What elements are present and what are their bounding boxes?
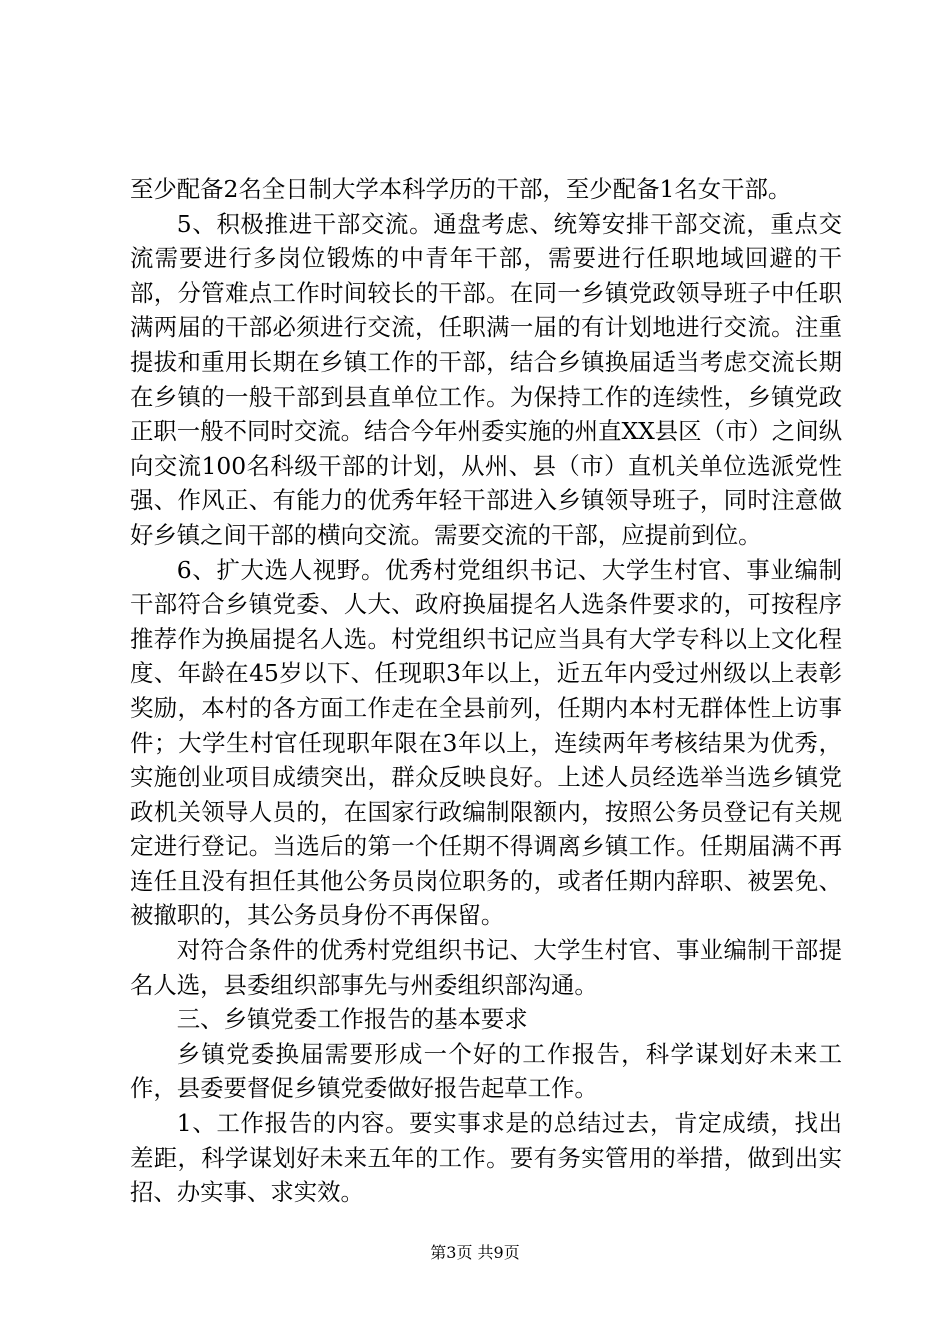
paragraph-3: 6、扩大选人视野。优秀村党组织书记、大学生村官、事业编制干部符合乡镇党委、人大、政府换届提名人选条件要求的，可按程序推荐作为换届提名人选。村党组织书记应当具有大学专科以上文化程度、年龄在45岁以下、任现职3年以上，近五年内受过州级以上表彰奖励，本村的各方面工作走在全县前列，任期内本村无群体性上访事件；大学生村官任现职年限在3年以上，连续两年考核结果为优秀，实施创业项目成绩突出，群众反映良好。上述人员经选举当选乡镇党政机关领导人员的，在国家行政编制限额内，按照公务员登记有关规定进行登记。当选后的第一个任期不得调离乡镇工作。任期届满不再连任且没有担任其他公务员岗位职务的，或者任期内辞职、被罢免、被撤职的，其公务员身份不再保留。 [130, 555, 842, 930]
paragraph-4: 对符合条件的优秀村党组织书记、大学生村官、事业编制干部提名人选，县委组织部事先与州委组织部沟通。 [130, 936, 842, 999]
page-footer: 第3页 共9页 [430, 1243, 520, 1262]
document-body [130, 172, 842, 1210]
paragraph-2: 5、积极推进干部交流。通盘考虑、统筹安排干部交流，重点交流需要进行多岗位锻炼的中青年干部，需要进行任职地域回避的干部，分管难点工作时间较长的干部。在同一乡镇党政领导班子中任职满两届的干部必须进行交流，任职满一届的有计划地进行交流。注重提拔和重用长期在乡镇工作的干部，结合乡镇换届适当考虑交流长期在乡镇的一般干部到县直单位工作。为保持工作的连续性，乡镇党政正职一般不同时交流。结合今年州委实施的州直XX县区（市）之间纵向交流100名科级干部的计划，从州、县（市）直机关单位选派党性强、作风正、有能力的优秀年轻干部进入乡镇领导班子，同时注意做好乡镇之间干部的横向交流。需要交流的干部，应提前到位。 [130, 209, 842, 549]
section-heading: 三、乡镇党委工作报告的基本要求 [176, 1005, 528, 1034]
paragraph-5: 乡镇党委换届需要形成一个好的工作报告，科学谋划好未来工作，县委要督促乡镇党委做好报告起草工作。 [130, 1039, 842, 1103]
paragraph-6: 1、工作报告的内容。要实事求是的总结过去，肯定成绩，找出差距，科学谋划好未来五年的工作。要有务实管用的举措，做到出实招、办实事、求实效。 [130, 1109, 842, 1207]
paragraph-1: 至少配备2名全日制大学本科学历的干部，至少配备1名女干部。 [130, 175, 792, 203]
